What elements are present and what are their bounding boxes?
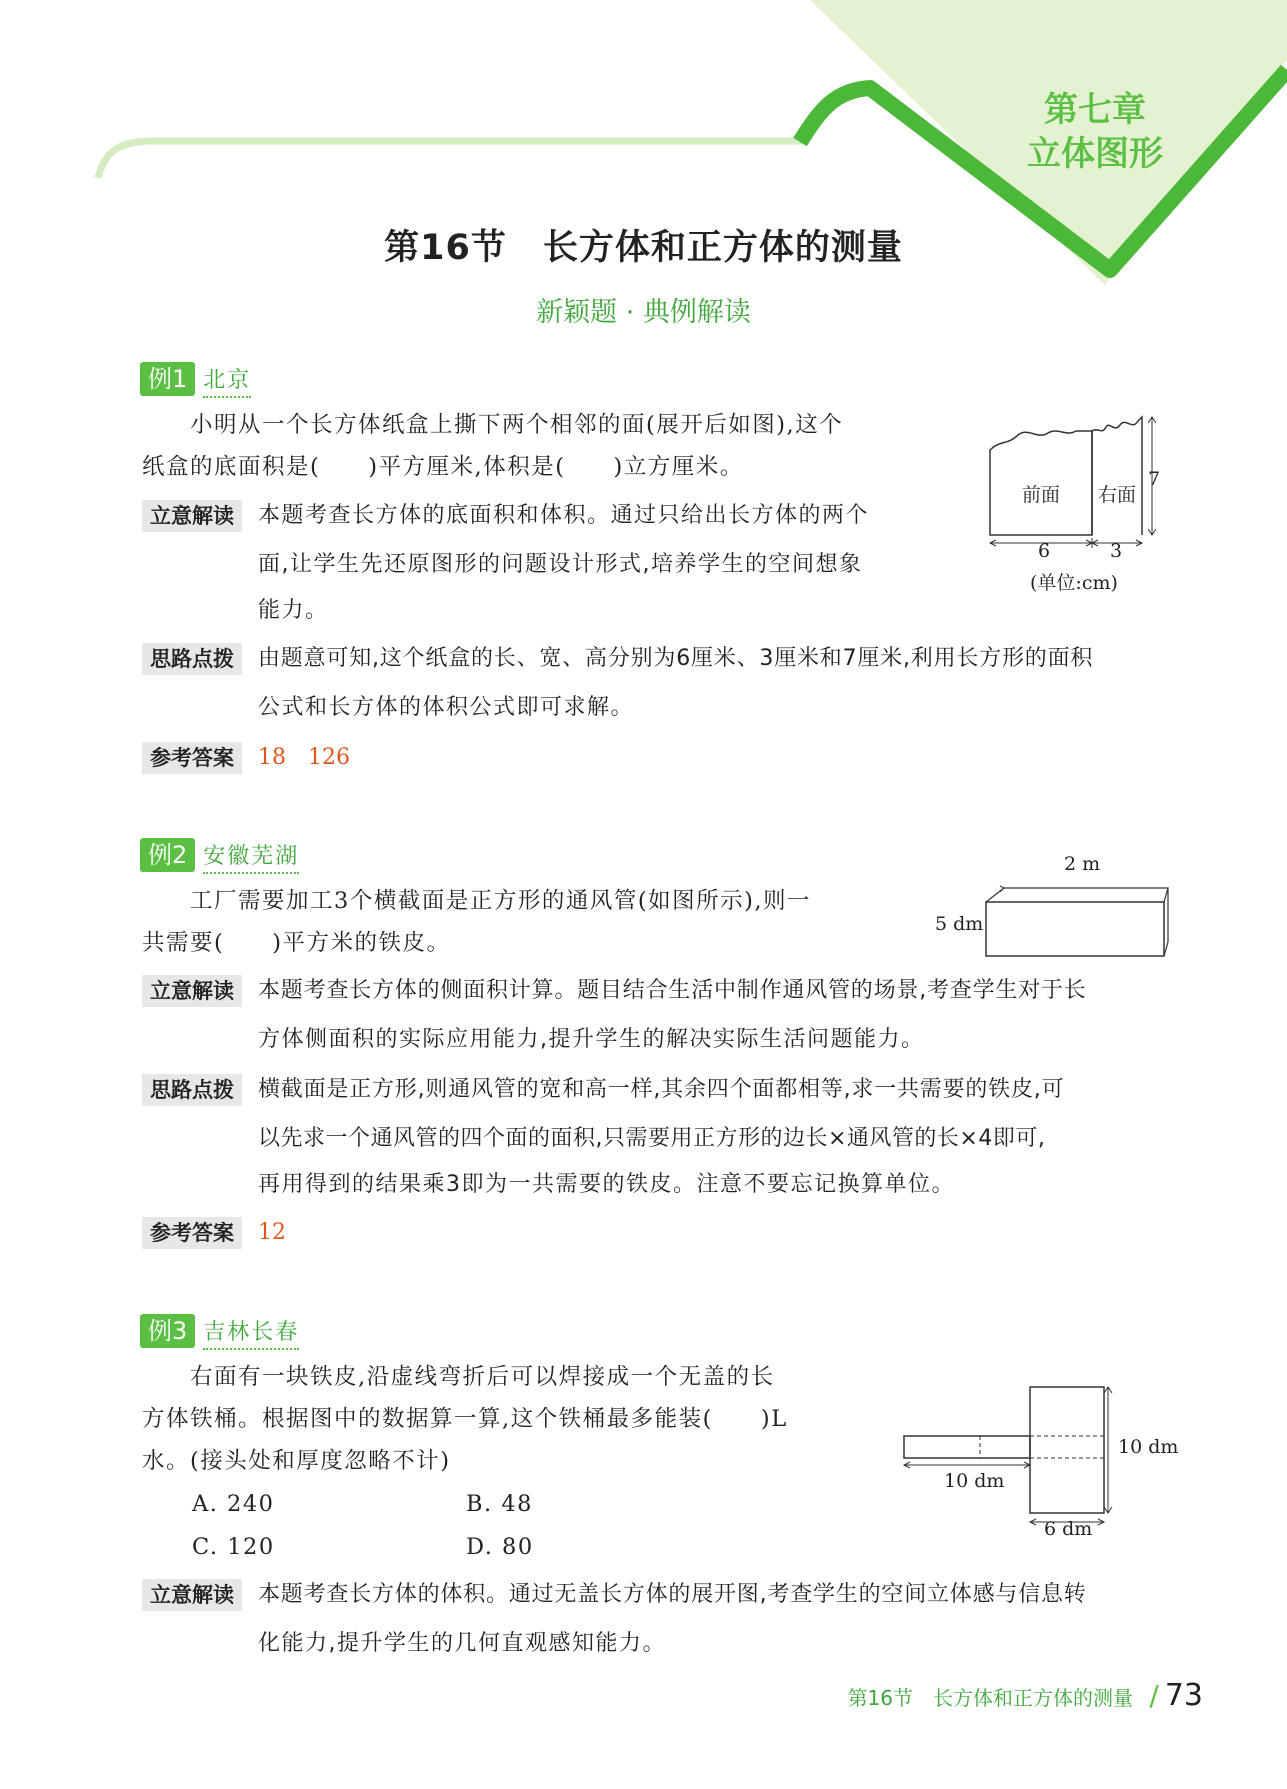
example-1-analysis-line2: 面,让学生先还原图形的问题设计形式,培养学生的空间想象 [258, 552, 863, 577]
example-2-analysis-line2: 方体侧面积的实际应用能力,提升学生的解决实际生活问题能力。 [258, 1027, 925, 1052]
example-3-question-line2: 方体铁桶。根据图中的数据算一算,这个铁桶最多能装( )L [142, 1406, 788, 1432]
example-3-analysis-line2: 化能力,提升学生的几何直观感知能力。 [258, 1631, 666, 1656]
unit-label: (单位:cm) [1030, 572, 1118, 594]
example-3-analysis-label: 立意解读 [142, 1579, 242, 1611]
example-2-analysis-label: 立意解读 [142, 975, 242, 1007]
duct-front [986, 902, 1164, 956]
example-2-header [140, 838, 299, 874]
example-2-tag: 例2 [140, 838, 195, 872]
sheet-strip [904, 1436, 1030, 1458]
sheet-depth-label: 6 dm [1044, 1518, 1093, 1540]
example-1-question-line1: 小明从一个长方体纸盒上撕下两个相邻的面(展开后如图),这个 [190, 412, 844, 438]
example-3-figure [900, 1380, 1140, 1540]
example-2-hint-line1: 横截面是正方形,则通风管的宽和高一样,其余四个面都相等,求一共需要的铁皮,可 [258, 1077, 1065, 1102]
strip-width-label: 10 dm [944, 1470, 1005, 1492]
duct-top [986, 888, 1168, 902]
example-1-question-line2: 纸盒的底面积是( )平方厘米,体积是( )立方厘米。 [142, 454, 744, 480]
example-1-hint-label: 思路点拨 [142, 643, 242, 675]
right-face [1092, 417, 1142, 535]
example-2-question-line1: 工厂需要加工3个横截面是正方形的通风管(如图所示),则一 [190, 888, 812, 914]
page-footer [848, 1678, 1203, 1713]
section-subtitle: 新颖题 · 典例解读 [536, 297, 751, 328]
right-width-label: 3 [1110, 540, 1123, 562]
option-d[interactable]: D. 80 [466, 1534, 534, 1560]
example-2-hint-line2: 以先求一个通风管的四个面的面积,只需要用正方形的边长×通风管的长×4即可, [258, 1126, 1046, 1151]
example-1-answer: 18 126 [258, 745, 350, 770]
footer-divider: / [1149, 1679, 1159, 1712]
chapter-title: 立体图形 [1027, 134, 1163, 174]
example-1-analysis-label: 立意解读 [142, 500, 242, 532]
example-2-analysis-line1: 本题考查长方体的侧面积计算。题目结合生活中制作通风管的场景,考查学生对于长 [258, 978, 1087, 1003]
example-3-header [140, 1314, 299, 1350]
option-a[interactable]: A. 240 [192, 1491, 275, 1517]
example-2-answer-label: 参考答案 [142, 1217, 242, 1249]
example-1-location: 北京 [203, 366, 251, 398]
page-number: 73 [1164, 1678, 1203, 1713]
page-title: 第16节 长方体和正方体的测量 [384, 228, 903, 268]
duct-length-label: 2 m [1064, 853, 1101, 875]
example-2-answer: 12 [258, 1220, 286, 1245]
example-3-question-line3: 水。(接头处和厚度忽略不计) [142, 1448, 451, 1474]
example-3-question-line1: 右面有一块铁皮,沿虚线弯折后可以焊接成一个无盖的长 [190, 1364, 775, 1390]
example-2-hint-line3: 再用得到的结果乘3即为一共需要的铁皮。注意不要忘记换算单位。 [258, 1172, 955, 1197]
example-1-hint-line2: 公式和长方体的体积公式即可求解。 [258, 695, 635, 720]
example-1-analysis-line1: 本题考查长方体的底面积和体积。通过只给出长方体的两个 [258, 503, 870, 528]
right-face-label: 右面 [1098, 484, 1137, 506]
example-2-location: 安徽芜湖 [203, 842, 299, 874]
option-b[interactable]: B. 48 [466, 1491, 533, 1517]
footer-section-title: 第16节 长方体和正方体的测量 [847, 1686, 1134, 1710]
example-1-analysis-line3: 能力。 [258, 598, 329, 623]
front-width-label: 6 [1038, 540, 1051, 562]
example-1-hint-line1: 由题意可知,这个纸盒的长、宽、高分别为6厘米、3厘米和7厘米,利用长方形的面积 [258, 646, 1094, 671]
example-1-header [140, 362, 251, 398]
header-curve [98, 141, 805, 178]
example-2-hint-label: 思路点拨 [142, 1074, 242, 1106]
example-1-tag: 例1 [140, 362, 195, 396]
sheet-main [1030, 1387, 1104, 1513]
height-label: 7 [1148, 468, 1161, 490]
example-3-tag: 例3 [140, 1314, 195, 1348]
chapter-number: 第七章 [1044, 90, 1146, 130]
option-c[interactable]: C. 120 [192, 1534, 275, 1560]
front-face-label: 前面 [1022, 484, 1061, 506]
example-3-location: 吉林长春 [203, 1318, 299, 1350]
example-3-analysis-line1: 本题考查长方体的体积。通过无盖长方体的展开图,考查学生的空间立体感与信息转 [258, 1582, 1087, 1607]
example-2-figure [980, 872, 1180, 972]
sheet-height-label: 10 dm [1118, 1436, 1179, 1458]
example-1-answer-label: 参考答案 [142, 742, 242, 774]
example-2-question-line2: 共需要( )平方米的铁皮。 [142, 930, 451, 956]
chapter-label [1010, 88, 1180, 176]
duct-side-label: 5 dm [935, 913, 984, 935]
